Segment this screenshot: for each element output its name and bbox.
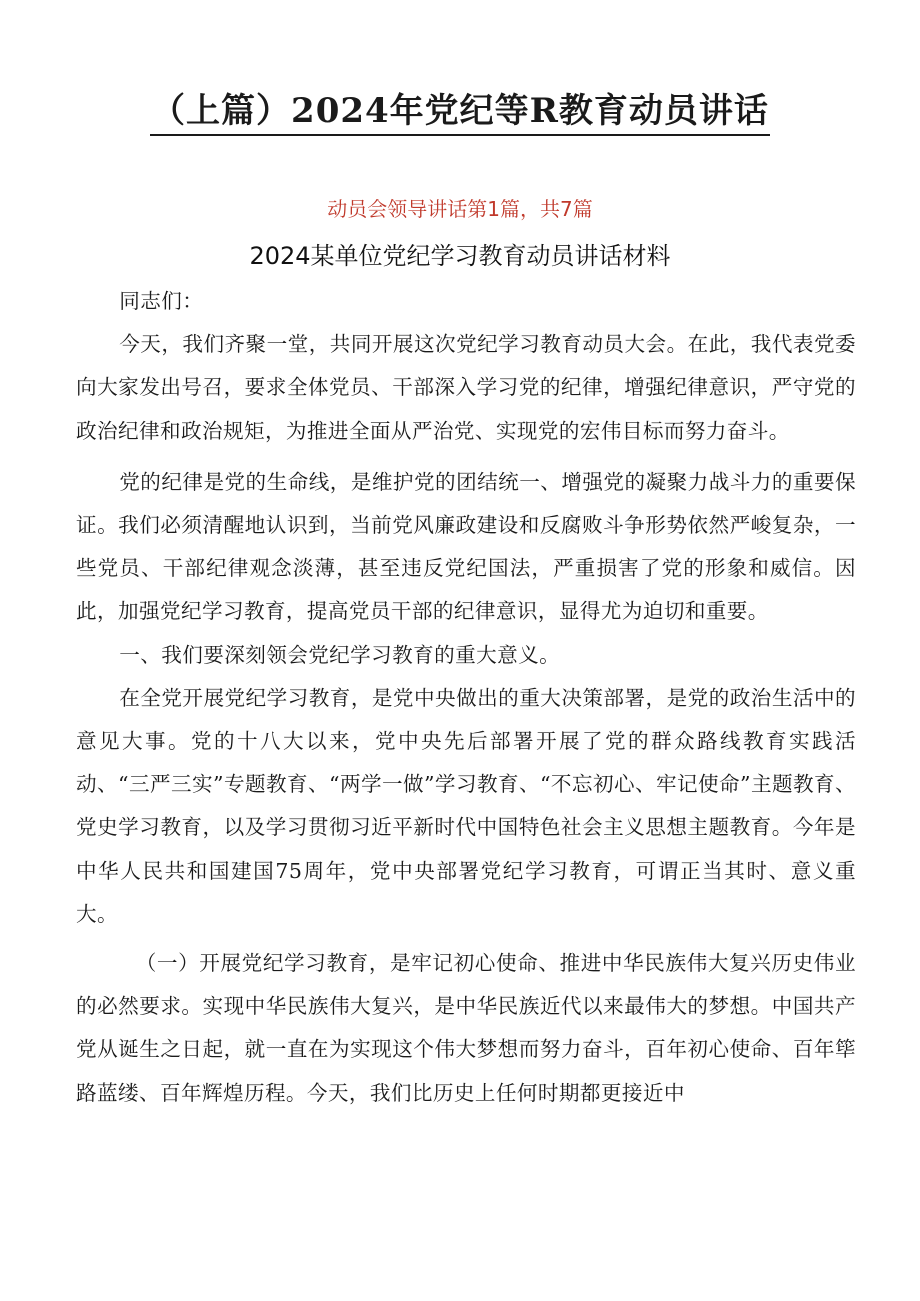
salutation: 同志们： [119, 289, 204, 313]
subtitle: 动员会领导讲话第1篇，共7篇 [327, 197, 593, 221]
document-heading: 2024某单位党纪学习教育动员讲话材料 [249, 242, 671, 270]
paragraph: （一）开展党纪学习教育，是牢记初心使命、推进中华民族伟大复兴历史伟业的必然要求。实现中华民族伟大复兴，是中华民族近代以来最伟大的梦想。中国共产党从诞生之日起，就一直在为实现这个伟大梦想而努力奋斗，百年初心使命、百年筚路蓝缕、百年辉煌历程。今天，我们比历史上任何时期都更接近中 [76, 951, 856, 1105]
paragraph: 党的纪律是党的生命线，是维护党的团结统一、增强党的凝聚力战斗力的重要保证。我们必须清醒地认识到，当前党风廉政建设和反腐败斗争形势依然严峻复杂，一些党员、干部纪律观念淡薄，甚至违反党纪国法，严重损害了党的形象和威信。因此，加强党纪学习教育，提高党员干部的纪律意识，显得尤为迫切和重要。 [76, 469, 856, 624]
paragraph: 今天，我们齐聚一堂，共同开展这次党纪学习教育动员大会。在此，我代表党委向大家发出号召，要求全体党员、干部深入学习党的纪律，增强纪律意识，严守党的政治纪律和政治规矩，为推进全面从严治党、实现党的宏伟目标而努力奋斗。 [76, 332, 856, 443]
section-heading: 一、我们要深刻领会党纪学习教育的重大意义。 [119, 642, 561, 667]
main-title: （上篇）2024年党纪等R教育动员讲话 [150, 88, 770, 136]
paragraph: 在全党开展党纪学习教育，是党中央做出的重大决策部署，是党的政治生活中的意见大事。党的十八大以来，党中央先后部署开展了党的群众路线教育实践活动、“三严三实”专题教育、“两学一做”学习教育、“不忘初心、牢记使命”主题教育、党史学习教育，以及学习贯彻习近平新时代中国特色社会主义思想主题教育。今年是中华人民共和国建国75周年，党中央部署党纪学习教育，可谓正当其时、意义重大。 [76, 685, 856, 926]
body-text [76, 280, 856, 1115]
